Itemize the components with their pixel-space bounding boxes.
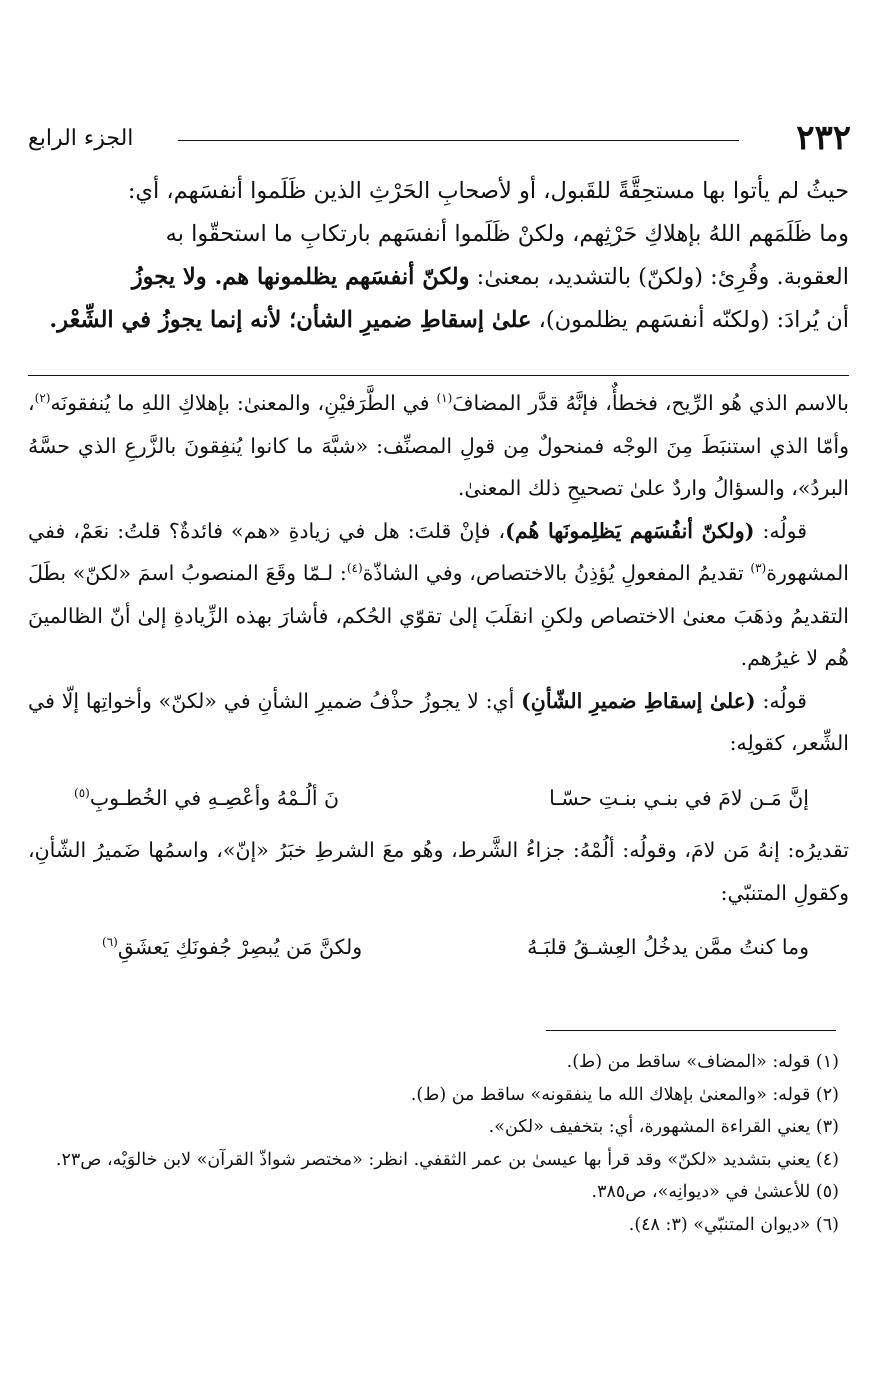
commentary-text: ، وأمّا الذي استنبَطَ مِنَ الوجْه فمنحولٌ مِن قولِ المصنِّف: «شبَّهَ ما كانوا يُنفِقونَ بالزَّرعِ الذي حسَّهُ البردُ»، والسؤالُ واردٌ علىٰ تصحيحِ ذلك المعنىٰ. [28,391,849,500]
running-title: الجزء الرابع [28,126,134,151]
commentary-label: قولُه: [755,688,807,713]
verse-hemistich-second [74,777,339,820]
page-number: ٢٣٢ [796,118,851,158]
commentary-text: في الطَّرَفيْنِ، والمعنىٰ: بإهلاكِ اللهِ ما يُنفقونَه [50,391,437,415]
poetry-verse [28,777,849,820]
footnote: (٣) يعني القراءة المشهورة، أي: بتخفيف «لكن». [488,1117,839,1137]
footnote-ref: (٥) [74,785,90,800]
page-header [28,118,851,158]
footnote-ref: (١) [436,391,453,406]
commentary-text: بالاسم الذي هُو الرِّيح، فخطأٌ، فإنَّهُ قدَّر المضافَ [452,391,849,415]
footnote: (٦) «ديوان المتنبّي» (٣: ٤٨). [628,1214,839,1235]
verse-text: نَ ألُـمْهُ وأعْصِـهِ في الخُطـوبِ [89,785,340,810]
main-line: حيثُ لم يأتوا بها مستحِقَّةً للقَبول، أو لأصحابِ الحَرْثِ الذين ظَلَموا أنفسَهم، أي: [127,178,849,204]
poetry-verse [28,926,849,969]
verse-hemistich-first: إنَّ مَـن لامَ في بنـي بنـتِ حسّـا [549,785,809,810]
commentary-text: أي: لا يجوزُ حذْفُ ضميرِ الشأنِ في «لكنّ» وأخواتِها إلّا في الشِّعر، كقولِه: [28,688,849,755]
footnote-ref: (٦) [102,935,118,950]
main-line: وما ظَلَمَهم اللهُ بإهلاكِ حَرْثِهم، ولكنْ ظَلَموا أنفسَهم بارتكابِ ما استحقّوا به [165,221,849,247]
footnote-ref: (٤) [346,561,363,576]
footnote: (٤) يعني بتشديد «لكنّ» وقد قرأ بها عيسىٰ بن عمر الثقفي. انظر: «مختصر شواذّ القرآن» لابن خالوَيْه، ص٢٣. [55,1149,839,1170]
commentary-text: ، فإنْ قلتَ: هل في زيادةِ «هم» فائدةٌ؟ قلتُ: نعَمْ، ففي المشهورة [28,518,849,585]
footnote-ref: (٣) [750,561,767,576]
commentary-paragraph [28,680,849,765]
quran-quote: ولكنّ أنفسَهم يظلمونها هم. ولا يجوزُ [131,264,470,290]
quoted-lemma: (ولكنّ أنفُسَهم يَظلِمونَها هُم) [505,518,755,543]
footnote-rule [546,1030,836,1031]
main-line [28,299,849,342]
main-text-span: العقوبة. وقُرِئ: (ولكنّ) بالتشديد، بمعنىٰ: [469,264,849,290]
commentary-paragraph [28,510,849,680]
commentary [28,382,849,979]
footnote: (١) قوله: «المضاف» ساقط من (ط). [566,1052,839,1072]
main-text-span: أن يُرادَ: (ولكنّه أنفسَهم يظلمون)، [531,307,849,333]
verse-text: ولكنَّ مَن يُبصِرْ جُفونَكِ يَعشَقِ [117,935,363,959]
footnote: (٥) للأعشىٰ في «ديوانِه»، ص٣٨٥. [591,1182,839,1202]
verse-hemistich-first: وما كنتُ ممَّن يدخُلُ العِشـقُ قلبَـهُ [527,935,809,959]
commentary-text: تقديمُ المفعولِ يُؤذِنُ بالاختصاص، وفي الشاذّة [362,561,751,585]
commentary-label: قولُه: [754,518,807,543]
commentary-text: : لـمّا وقَعَ المنصوبُ اسمَ «لكنّ» بطَلَ التقديمُ وذهَبَ معنىٰ الاختصاص ولكنِ انقلَبَ إلىٰ تقوّي الحُكم، فأشارَ بهذه الزِّيادةِ إلىٰ أنّ الظالمينَ هُم لا غيرُهم. [28,561,849,670]
main-line [28,256,849,299]
commentary-paragraph: تقديرُه: إنهُ مَن لامَ، وقولُه: ألُمْهُ: جزاءُ الشَّرط، وهُو معَ الشرطِ خبَرُ «إنّ»، واسمُها ضَميرُ الشّأنِ، وكقولِ المتنبّي: [28,838,849,905]
verse-hemistich-second [102,926,362,969]
main-text [28,170,849,342]
section-divider [28,375,849,376]
header-rule [178,140,739,141]
footnote-ref: (٢) [34,391,51,406]
footnotes [30,1046,839,1241]
footnote: (٢) قوله: «والمعنىٰ بإهلاك الله ما ينفقونه» ساقط من (ط). [410,1084,839,1105]
bold-phrase: علىٰ إسقاطِ ضميرِ الشأن؛ لأنه إنما يجوزُ في الشِّعْر. [49,307,532,333]
quoted-lemma: (علىٰ إسقاطِ ضميرِ الشّأنِ) [521,688,756,713]
commentary-paragraph [28,382,849,510]
